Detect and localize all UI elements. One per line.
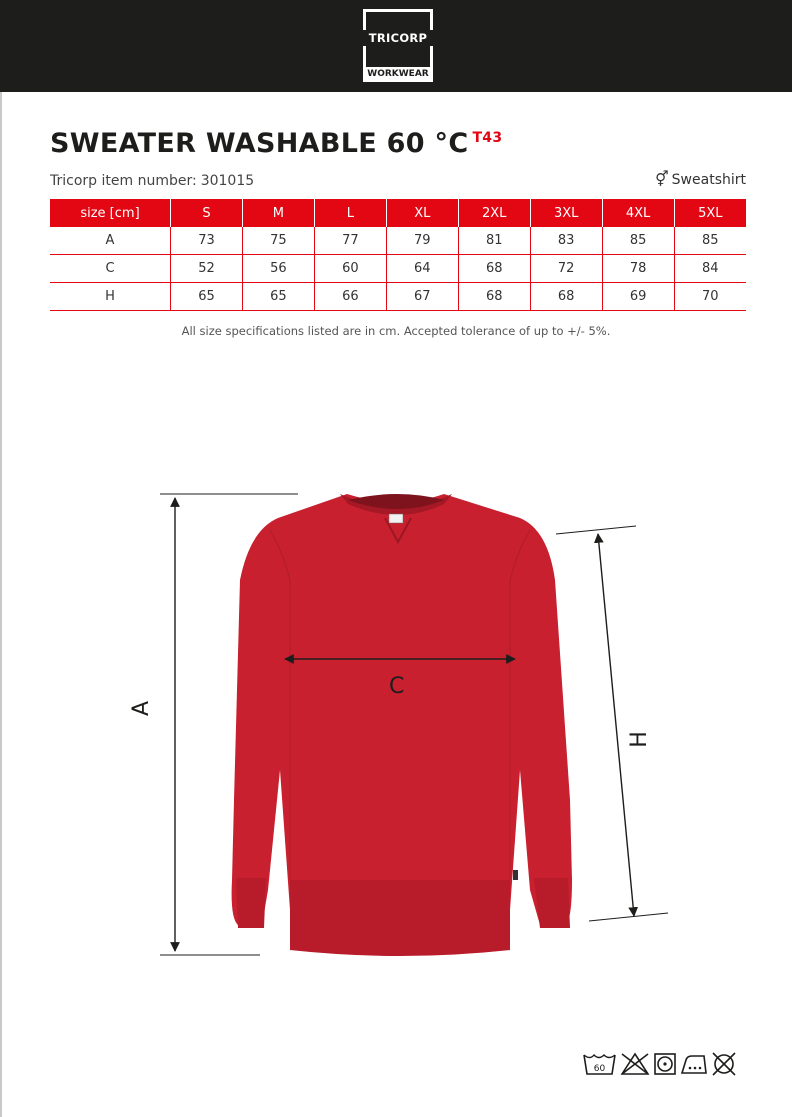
table-cell: 84 [674, 255, 746, 283]
svg-text:60: 60 [593, 1064, 606, 1074]
unisex-gender-icon: ⚥ [655, 170, 669, 188]
table-cell: 83 [530, 227, 602, 255]
table-cell: 81 [458, 227, 530, 255]
table-cell: 60 [314, 255, 386, 283]
size-note: All size specifications listed are in cm. Accepted tolerance of up to +/- 5%. [181, 324, 611, 338]
row-label: H [50, 283, 171, 311]
size-header-cell: 5XL [674, 199, 746, 227]
dimension-c-label: C [389, 674, 405, 699]
table-cell: 85 [602, 227, 674, 255]
table-cell: 68 [458, 255, 530, 283]
table-cell: 64 [386, 255, 458, 283]
table-cell: 85 [674, 227, 746, 255]
table-cell: 67 [386, 283, 458, 311]
dimension-h [556, 526, 668, 921]
sweater-illustration [0, 470, 792, 970]
product-title: SWEATER WASHABLE 60 °C [50, 128, 469, 159]
table-cell: 78 [602, 255, 674, 283]
size-header-cell: 2XL [458, 199, 530, 227]
table-cell: 68 [530, 283, 602, 311]
dimension-a-label: A [129, 700, 155, 717]
table-row [50, 283, 746, 311]
table-cell: 56 [242, 255, 314, 283]
logo-brand-text: TRICORP [359, 30, 437, 46]
sweater-body [232, 494, 572, 956]
row-label: A [50, 227, 171, 255]
dimension-h-label: H [626, 731, 652, 748]
iron-low-icon [682, 1056, 706, 1073]
size-header-label: size [cm] [50, 199, 171, 227]
size-header-cell: M [242, 199, 314, 227]
table-cell: 65 [242, 283, 314, 311]
measurement-diagram [0, 470, 792, 970]
table-cell: 79 [386, 227, 458, 255]
product-code: T43 [472, 130, 503, 146]
care-symbols [582, 1050, 752, 1078]
item-number-value: 301015 [200, 173, 255, 189]
table-row [50, 255, 746, 283]
table-cell: 77 [314, 227, 386, 255]
item-number [50, 173, 254, 189]
size-header-cell: XL [386, 199, 458, 227]
item-number-label: Tricorp item number: [50, 173, 197, 189]
no-dry-clean-icon [713, 1053, 735, 1075]
table-cell: 69 [602, 283, 674, 311]
table-cell: 66 [314, 283, 386, 311]
category-badge [655, 170, 746, 188]
table-cell: 70 [674, 283, 746, 311]
header-bar [0, 0, 792, 92]
size-header-cell: S [171, 199, 243, 227]
page-title [50, 128, 502, 159]
table-cell: 75 [242, 227, 314, 255]
table-cell: 72 [530, 255, 602, 283]
wash-60-icon [584, 1055, 615, 1074]
table-row [50, 227, 746, 255]
table-cell: 65 [171, 283, 243, 311]
no-bleach-icon [622, 1054, 648, 1074]
table-cell: 52 [171, 255, 243, 283]
table-cell: 68 [458, 283, 530, 311]
tumble-dry-icon [655, 1054, 675, 1074]
size-header-cell: 3XL [530, 199, 602, 227]
tricorp-logo [363, 9, 433, 83]
size-table-header [50, 199, 746, 227]
size-table [50, 199, 746, 311]
logo-sub-text: WORKWEAR [363, 67, 433, 82]
table-cell: 73 [171, 227, 243, 255]
size-header-cell: L [314, 199, 386, 227]
row-label: C [50, 255, 171, 283]
size-header-cell: 4XL [602, 199, 674, 227]
category-label: Sweatshirt [671, 172, 746, 188]
